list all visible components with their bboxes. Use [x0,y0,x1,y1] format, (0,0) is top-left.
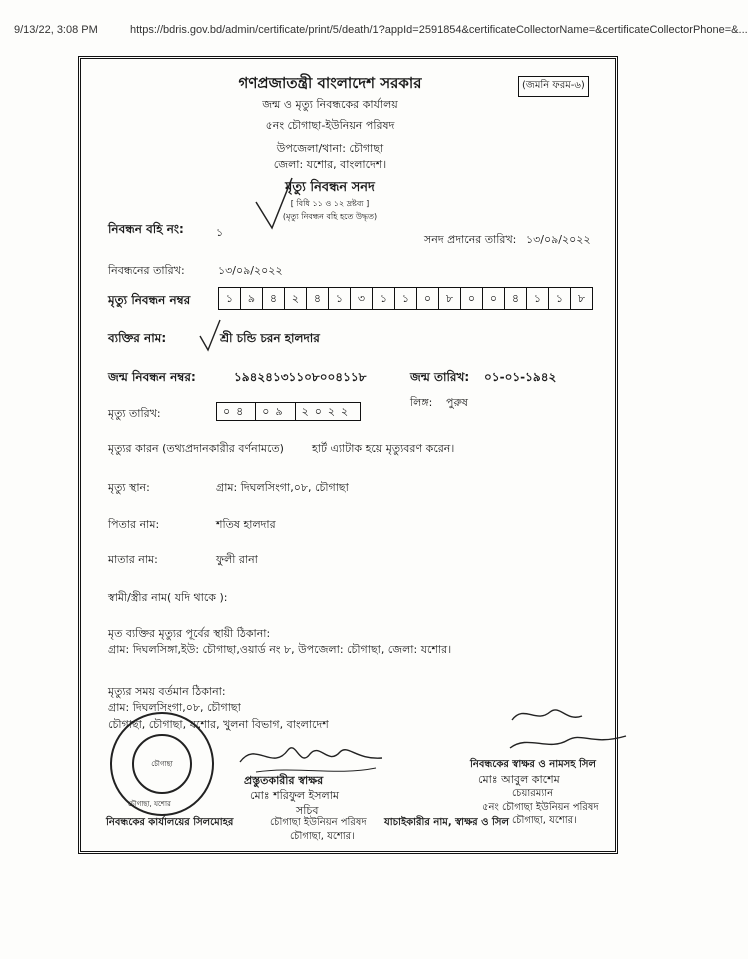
preparer-label: প্রস্তুতকারীর স্বাক্ষর [244,774,324,787]
death-date-label: মৃত্যু তারিখ: [108,407,161,420]
seal-rim-text: চৌগাছা, যশোর [128,800,171,808]
reg-digit: ৯ [241,288,263,309]
check-mark-icon [198,318,222,352]
reg-digit: ১ [329,288,351,309]
preparer-title: সচিব [296,804,319,817]
mother-name: ফুলী রানা [216,553,258,566]
issue-date: ১৩/০৯/২০২২ [526,233,591,246]
book-number: ১ [216,226,224,239]
reg-digit: ৩ [351,288,373,309]
registrar-title: চেয়ারম্যান [512,788,554,799]
reg-digit: ৪ [263,288,285,309]
rule-reference: [ বিধি ১১ ও ১২ দ্রষ্টব্য ] [290,199,370,208]
registrar-signature [508,700,628,760]
preparer-union: চৌগাছা ইউনিয়ন পরিষদ [270,817,367,828]
registration-date: ১৩/০৯/২০২২ [218,264,283,277]
seal-label: নিবন্ধকের কার্যালয়ের সিলমোহর [106,817,234,828]
death-date-year: ২০২২ [301,405,355,418]
reg-digit: ৪ [307,288,329,309]
current-address-label: মৃত্যুর সময় বর্তমান ঠিকানা: [108,685,226,698]
registrar-label: নিবন্ধকের স্বাক্ষর ও নামসহ সিল [470,759,596,770]
print-url: https://bdris.gov.bd/admin/certificate/print/5/death/1?appId=2591854&certificateCollectorName=&certificateCollectorPhone=&... [130,24,748,36]
reg-digit: ৮ [577,292,586,305]
death-date-month: ০৯ [256,403,295,420]
name-label: ব্যক্তির নাম: [108,331,167,345]
sex-label: লিঙ্গ: [410,396,433,409]
reg-digit: ৮ [439,288,461,309]
reg-digit: ১ [395,288,417,309]
reg-digit: ৪ [505,288,527,309]
district: জেলা: যশোর, বাংলাদেশ। [273,158,387,171]
certificate-title: মৃত্যু নিবন্ধন সনদ [285,180,375,195]
reg-digit: ১ [373,288,395,309]
form-number: (জমনি ফরম-৬) [518,76,589,97]
official-sign-label: যাচাইকারীর নাম, স্বাক্ষর ও সিল [384,817,509,828]
upazila: উপজেলা/থানা: চৌগাছা [276,142,384,155]
dob-label: জন্ম তারিখ: [410,370,470,384]
father-name: শতিষ হালদার [216,518,276,531]
registrar-name: মোঃ আবুল কাশেম [478,773,560,786]
govt-title: গণপ্রজাতন্ত্রী বাংলাদেশ সরকার [238,74,422,92]
sex-value: পুরুষ [446,396,468,409]
rule-note: (মৃত্যু নিবন্ধন বহি হতে উদ্ধৃত) [282,212,378,221]
cause-of-death: হার্ট এ্যাটাক হয়ে মৃত্যুবরণ করেন। [312,442,455,455]
cause-label: মৃত্যুর কারন (তথ্যপ্রদানকারীর বর্ণনামতে) [108,442,284,455]
death-place: গ্রাম: দিঘলসিংগা,০৮, চৌগাছা [216,481,349,494]
death-reg-number-boxes [218,287,593,310]
permanent-address: গ্রাম: দিঘলসিঙ্গা,ইউ: চৌগাছা,ওয়ার্ড নং ৮, উপজেলা: চৌগাছা, জেলা: যশোর। [108,643,452,656]
current-address-line2: চৌগাছা, চৌগাছা, যশোর, খুলনা বিভাগ, বাংলাদেশ [108,718,329,731]
book-number-label: নিবন্ধন বহি নং: [108,222,184,236]
death-reg-number-label: মৃত্যু নিবন্ধন নম্বর [108,293,191,307]
seal-center: চৌগাছা [132,734,192,794]
footer-address: চৌগাছা, যশোর। [290,831,355,842]
reg-digit: ২ [285,288,307,309]
union-name: ৫নং চৌগাছা-ইউনিয়ন পরিষদ [265,119,395,132]
permanent-address-label: মৃত ব্যক্তির মৃত্যুর পূর্বের স্থায়ী ঠিকানা: [108,627,271,640]
reg-digit: ১ [549,288,571,309]
death-date-day: ০৪ [217,403,256,420]
death-date-boxes [216,402,361,421]
print-timestamp: 9/13/22, 3:08 PM [14,24,98,36]
issue-date-label: সনদ প্রদানের তারিখ: [424,233,517,246]
reg-digit: ১ [219,288,241,309]
birth-reg-label: জন্ম নিবন্ধন নম্বর: [108,370,196,384]
birth-reg-number: ১৯৪২৪১৩১১০৮০০৪১১৮ [234,370,367,384]
registration-date-label: নিবন্ধনের তারিখ: [108,264,185,277]
registrar-union: ৫নং চৌগাছা ইউনিয়ন পরিষদ [482,802,599,813]
reg-digit: ০ [417,288,439,309]
father-label: পিতার নাম: [108,518,160,531]
mother-label: মাতার নাম: [108,553,158,566]
current-address-line1: গ্রাম: দিঘলসিংগা,০৮, চৌগাছা [108,701,241,714]
death-place-label: মৃত্যু স্থান: [108,481,150,494]
reg-digit: ১ [527,288,549,309]
date-of-birth: ০১-০১-১৯৪২ [484,370,557,384]
office-name: জন্ম ও মৃত্যু নিবন্ধকের কার্যালয় [262,98,398,111]
preparer-name: মোঃ শরিফুল ইসলাম [250,789,340,802]
reg-digit: ০ [461,288,483,309]
check-mark-icon [254,176,294,232]
spouse-label: স্বামী/স্ত্রীর নাম( যদি থাকে ): [108,591,228,604]
registrar-place: চৌগাছা, যশোর। [512,815,577,826]
reg-digit: ০ [483,288,505,309]
deceased-name: শ্রী চন্ডি চরন হালদার [220,331,320,345]
